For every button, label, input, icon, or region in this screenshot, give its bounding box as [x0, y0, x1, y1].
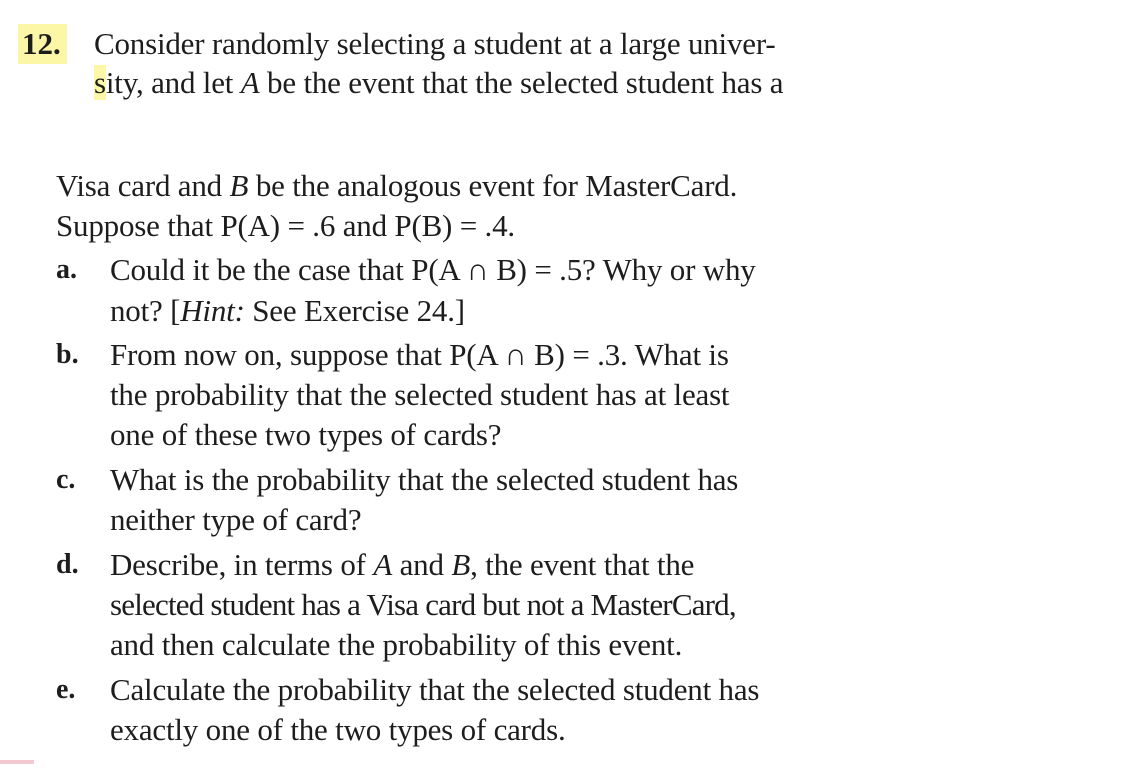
exercise-number: 12.: [18, 24, 67, 64]
part-b-text-3: one of these two types of cards?: [110, 417, 502, 452]
part-a-text-1: Could it be the case that P(A ∩ B) = .5? Why or why: [110, 252, 756, 287]
continuation-line-1: [56, 166, 737, 206]
part-d-text-1b: and: [392, 547, 452, 582]
part-b-label: b.: [56, 339, 79, 370]
event-b-symbol: B: [451, 547, 471, 582]
part-d-line-3: [110, 625, 682, 665]
part-d-text-3: and then calculate the probability of this event.: [110, 627, 683, 662]
intro-text-2a: ity, and let: [105, 65, 241, 100]
intro-line-1: [94, 24, 775, 64]
part-d-label: d.: [56, 549, 79, 580]
part-e-label: e.: [56, 674, 76, 705]
part-d-line-2: [110, 585, 736, 625]
part-c-line-1: [110, 460, 738, 500]
part-b-text-2: the probability that the selected student has at least: [110, 377, 730, 412]
continuation-text-2: Suppose that P(A) = .6 and P(B) = .4.: [56, 208, 515, 243]
part-a-line-2: [110, 291, 465, 331]
part-a-text-2b: See Exercise 24.]: [244, 293, 465, 328]
part-b-line-2: [110, 375, 729, 415]
event-b-symbol: B: [229, 168, 249, 203]
part-e-line-2: [110, 710, 566, 750]
intro-text-1: Consider randomly selecting a student at a large univer-: [94, 26, 776, 61]
part-c-text-1: What is the probability that the selected student has: [110, 462, 739, 497]
part-e-line-1: [110, 670, 759, 710]
part-d-line-1: [110, 545, 694, 585]
event-a-symbol: A: [373, 547, 393, 582]
corner-mark: [0, 760, 34, 764]
highlighted-char: s: [94, 65, 106, 100]
part-d-text-1a: Describe, in terms of: [110, 547, 374, 582]
part-a-text-2a: not? [: [110, 293, 181, 328]
part-b-text-1: From now on, suppose that P(A ∩ B) = .3. What is: [110, 337, 729, 372]
intro-text-2b: be the event that the selected student has a: [259, 65, 784, 100]
event-a-symbol: A: [240, 65, 260, 100]
part-c-text-2: neither type of card?: [110, 502, 362, 537]
part-c-line-2: [110, 500, 361, 540]
part-d-text-2: selected student has a Visa card but not a MasterCard,: [110, 587, 736, 622]
part-e-text-2: exactly one of the two types of cards.: [110, 712, 566, 747]
part-a-line-1: [110, 250, 756, 290]
part-b-line-1: [110, 335, 729, 375]
intro-line-2: [94, 63, 783, 103]
part-c-label: c.: [56, 464, 76, 495]
continuation-text-1a: Visa card and: [56, 168, 230, 203]
continuation-line-2: [56, 206, 515, 246]
part-b-line-3: [110, 415, 501, 455]
part-a-label: a.: [56, 254, 77, 285]
continuation-text-1b: be the analogous event for MasterCard.: [248, 168, 738, 203]
part-e-text-1: Calculate the probability that the selected student has: [110, 672, 760, 707]
part-d-text-1c: , the event that the: [470, 547, 695, 582]
hint-label: Hint:: [180, 293, 245, 328]
